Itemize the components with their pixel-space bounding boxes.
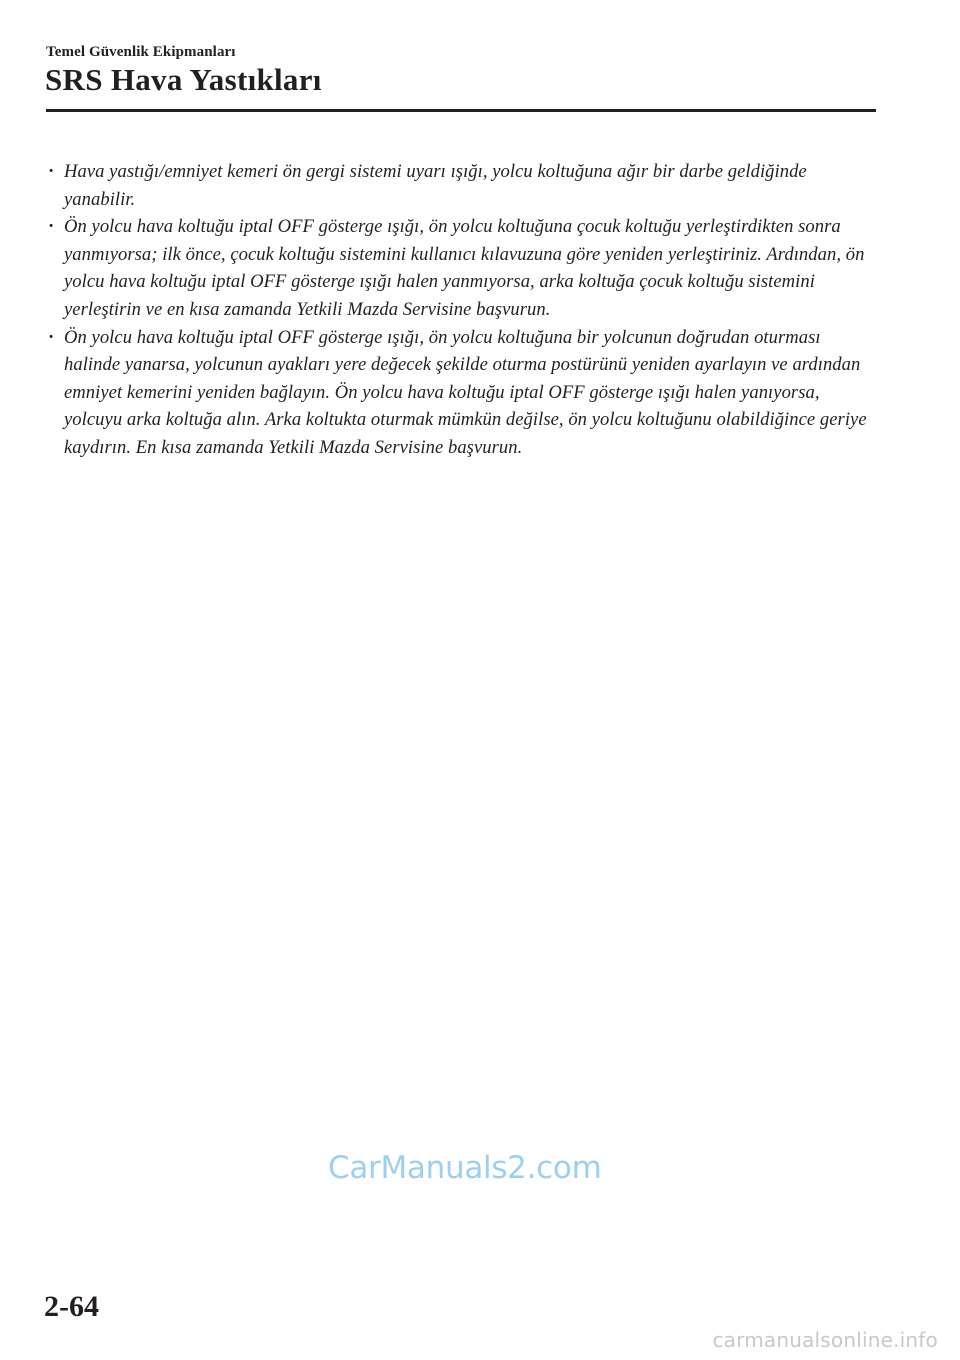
bullet-item	[46, 324, 876, 462]
bullet-dot: ·	[48, 161, 55, 182]
watermark-carmanuals2: CarManuals2.com	[328, 1150, 602, 1186]
footer-watermark: carmanualsonline.info	[712, 1328, 938, 1352]
bullet-item	[46, 213, 876, 323]
bullet-list	[46, 158, 876, 462]
bullet-text: Ön yolcu hava koltuğu iptal OFF gösterge ışığı, ön yolcu koltuğuna bir yolcunun doğrudan oturması halinde yanarsa, yolcunun ayakları yere değecek şekilde oturma postürünü yeniden ayarlayın ve ardından emniyet kemerini yeniden bağlayın. Ön yolcu hava koltuğu iptal OFF gösterge ışığı halen yanıyorsa, yolcuyu arka koltuğa alın. Arka koltukta oturmak mümkün değilse, ön yolcu koltuğunu olabildiğince geriye kaydırın. En kısa zamanda Yetkili Mazda Servisine başvurun.	[64, 326, 867, 458]
page-title: SRS Hava Yastıkları	[45, 62, 322, 97]
title-divider	[46, 109, 876, 112]
page-number: 2-64	[44, 1290, 99, 1323]
bullet-item	[46, 158, 876, 213]
bullet-text: Hava yastığı/emniyet kemeri ön gergi sistemi uyarı ışığı, yolcu koltuğuna ağır bir darbe geldiğinde yanabilir.	[64, 161, 807, 210]
bullet-dot: ·	[48, 326, 55, 348]
bullet-text: Ön yolcu hava koltuğu iptal OFF gösterge ışığı, ön yolcu koltuğuna çocuk koltuğu yerleştirdikten sonra yanmıyorsa; ilk önce, çocuk koltuğu sistemini kullanıcı kılavuzuna göre yeniden yerleştiriniz. Ardından, ön yolcu hava koltuğu iptal OFF gösterge ışığı halen yanmıyorsa, arka koltuğa çocuk koltuğu sistemini yerleştirin ve en kısa zamanda Yetkili Mazda Servisine başvurun.	[64, 216, 865, 320]
section-label: Temel Güvenlik Ekipmanları	[46, 44, 236, 60]
bullet-dot: ·	[48, 216, 55, 238]
